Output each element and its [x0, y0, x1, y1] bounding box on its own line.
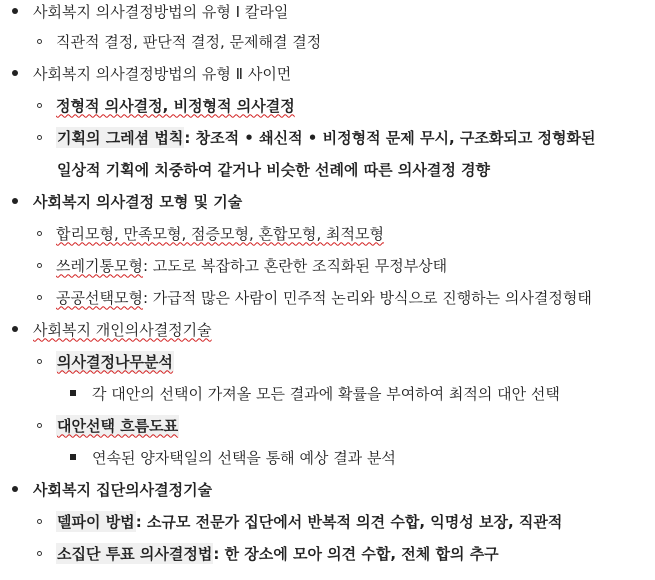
list-item — [70, 441, 396, 473]
bullet-circle-icon — [37, 263, 42, 268]
item-text: 사회복지 의사결정방법의 유형 Ⅰ 칼라일 — [33, 2, 289, 21]
item-label: 기획의 그레셤 법칙 — [57, 128, 184, 147]
list-item — [37, 409, 179, 441]
item-text: 직관적 결정, 판단적 결정, 문제해결 결정 — [56, 32, 322, 51]
list-item — [37, 505, 562, 537]
item-text: 사회복지 개인의사결정기술 — [33, 320, 212, 339]
list-item — [12, 313, 212, 345]
item-text: 사회복지 의사결정 모형 및 기술 — [33, 192, 243, 211]
bullet-square-icon — [70, 390, 76, 396]
bullet-disc-icon — [12, 326, 18, 332]
bullet-circle-icon — [37, 519, 42, 524]
item-desc: : 창조적 • 쇄신적 • 비정형적 문제 무시, 구조화되고 정형화된 — [184, 128, 596, 147]
list-item — [37, 249, 447, 281]
item-label: 공공선택모형 — [56, 288, 143, 307]
bullet-disc-icon — [12, 486, 18, 492]
bullet-disc-icon — [12, 70, 18, 76]
item-text: 연속된 양자택일의 선택을 통해 예상 결과 분석 — [92, 448, 396, 467]
bullet-circle-icon — [37, 423, 42, 428]
bullet-circle-icon — [37, 295, 42, 300]
list-item — [70, 377, 560, 409]
bullet-disc-icon — [12, 8, 18, 14]
item-desc: : 소규모 전문가 집단에서 반복적 의견 수합, 익명성 보장, 직관적 — [135, 512, 563, 531]
list-item — [37, 537, 499, 569]
bullet-circle-icon — [37, 135, 42, 140]
item-text: 합리모형, 만족모형, 점증모형, 혼합모형, 최적모형 — [56, 224, 384, 243]
item-text: 각 대안의 선택이 가져올 모든 결과에 확률을 부여하여 최적의 대안 선택 — [92, 384, 560, 403]
item-desc: : 한 장소에 모아 의견 수합, 전체 합의 추구 — [213, 544, 499, 563]
bullet-circle-icon — [37, 103, 42, 108]
list-item — [12, 0, 288, 27]
item-desc: : 고도로 복잡하고 혼란한 조직화된 무정부상태 — [142, 256, 448, 275]
list-item — [37, 121, 596, 153]
item-text: 정형적 의사결정, 비정형적 의사결정 — [56, 96, 295, 115]
list-item — [12, 185, 242, 217]
list-item — [37, 25, 321, 57]
item-text: 일상적 기획에 치중하여 같거나 비슷한 선례에 따른 의사결정 경향 — [57, 160, 491, 179]
item-label: 소집단 투표 의사결정법 — [57, 544, 213, 563]
bullet-circle-icon — [37, 359, 42, 364]
list-item — [12, 57, 291, 89]
bullet-disc-icon — [12, 198, 18, 204]
bullet-circle-icon — [37, 551, 42, 556]
item-label: 쓰레기통모형 — [56, 256, 143, 275]
bullet-square-icon — [70, 454, 76, 460]
list-item — [37, 345, 174, 377]
bullet-circle-icon — [37, 39, 42, 44]
item-desc: : 가급적 많은 사람이 민주적 논리와 방식으로 진행하는 의사결정형태 — [142, 288, 592, 307]
list-item — [37, 89, 295, 121]
list-item-continuation — [57, 153, 490, 185]
item-label: 델파이 방법 — [57, 512, 135, 531]
item-text: 대안선택 흐름도표 — [57, 416, 179, 435]
bullet-circle-icon — [37, 231, 42, 236]
list-item — [12, 473, 212, 505]
list-item — [37, 217, 384, 249]
item-text: 사회복지 의사결정방법의 유형 Ⅱ 사이먼 — [33, 64, 292, 83]
list-item — [37, 281, 592, 313]
item-text: 의사결정나무분석 — [57, 352, 173, 371]
item-text: 사회복지 집단의사결정기술 — [33, 480, 213, 499]
